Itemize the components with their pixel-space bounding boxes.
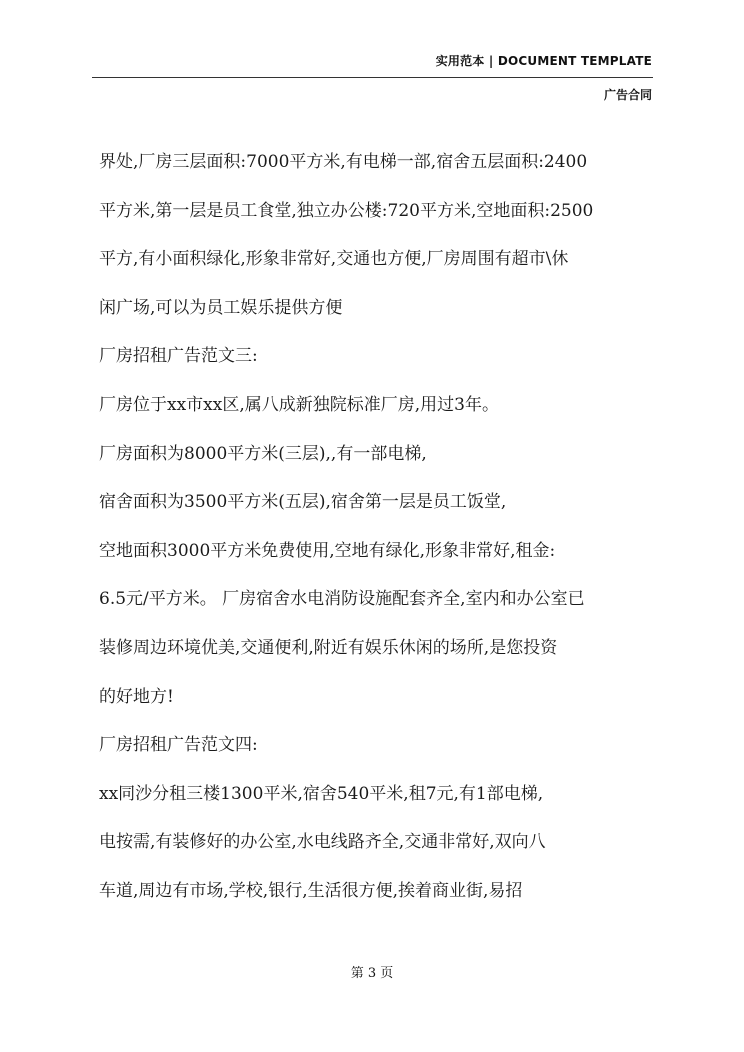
body-line: 界处,厂房三层面积:7000平方米,有电梯一部,宿舍五层面积:2400 — [99, 152, 588, 172]
body-line: 厂房位于xx市xx区,属八成新独院标准厂房,用过3年。 — [99, 394, 499, 415]
header-title: 实用范本 | DOCUMENT TEMPLATE — [435, 54, 652, 68]
body-line: xx同沙分租三楼1300平米,宿舍540平米,租7元,有1部电梯, — [99, 783, 544, 804]
body-line: 平方米,第一层是员工食堂,独立办公楼:720平方米,空地面积:2500 — [99, 200, 594, 221]
body-line: 6.5元/平方米。 厂房宿舍水电消防设施配套齐全,室内和办公室已 — [99, 589, 585, 610]
body-line: 电按需,有装修好的办公室,水电线路齐全,交通非常好,双向八 — [99, 832, 546, 853]
body-line: 装修周边环境优美,交通便利,附近有娱乐休闲的场所,是您投资 — [99, 637, 558, 658]
header-category: 广告合同 — [603, 88, 652, 102]
document-body — [99, 138, 659, 916]
section-heading: 厂房招租广告范文三: — [99, 346, 258, 367]
section-heading: 厂房招租广告范文四: — [99, 735, 258, 756]
body-line: 厂房面积为8000平方米(三层),,有一部电梯, — [99, 443, 427, 464]
page-number: 第 3 页 — [350, 966, 394, 981]
body-line: 的好地方! — [99, 686, 174, 707]
body-line: 平方,有小面积绿化,形象非常好,交通也方便,厂房周围有超市\休 — [99, 249, 569, 270]
body-line: 车道,周边有市场,学校,银行,生活很方便,挨着商业街,易招 — [99, 880, 523, 901]
body-line: 空地面积3000平方米免费使用,空地有绿化,形象非常好,租金: — [99, 540, 556, 561]
body-line: 宿舍面积为3500平方米(五层),宿舍第一层是员工饭堂, — [99, 492, 507, 513]
body-line: 闲广场,可以为员工娱乐提供方便 — [99, 297, 343, 318]
header-divider — [92, 77, 653, 78]
